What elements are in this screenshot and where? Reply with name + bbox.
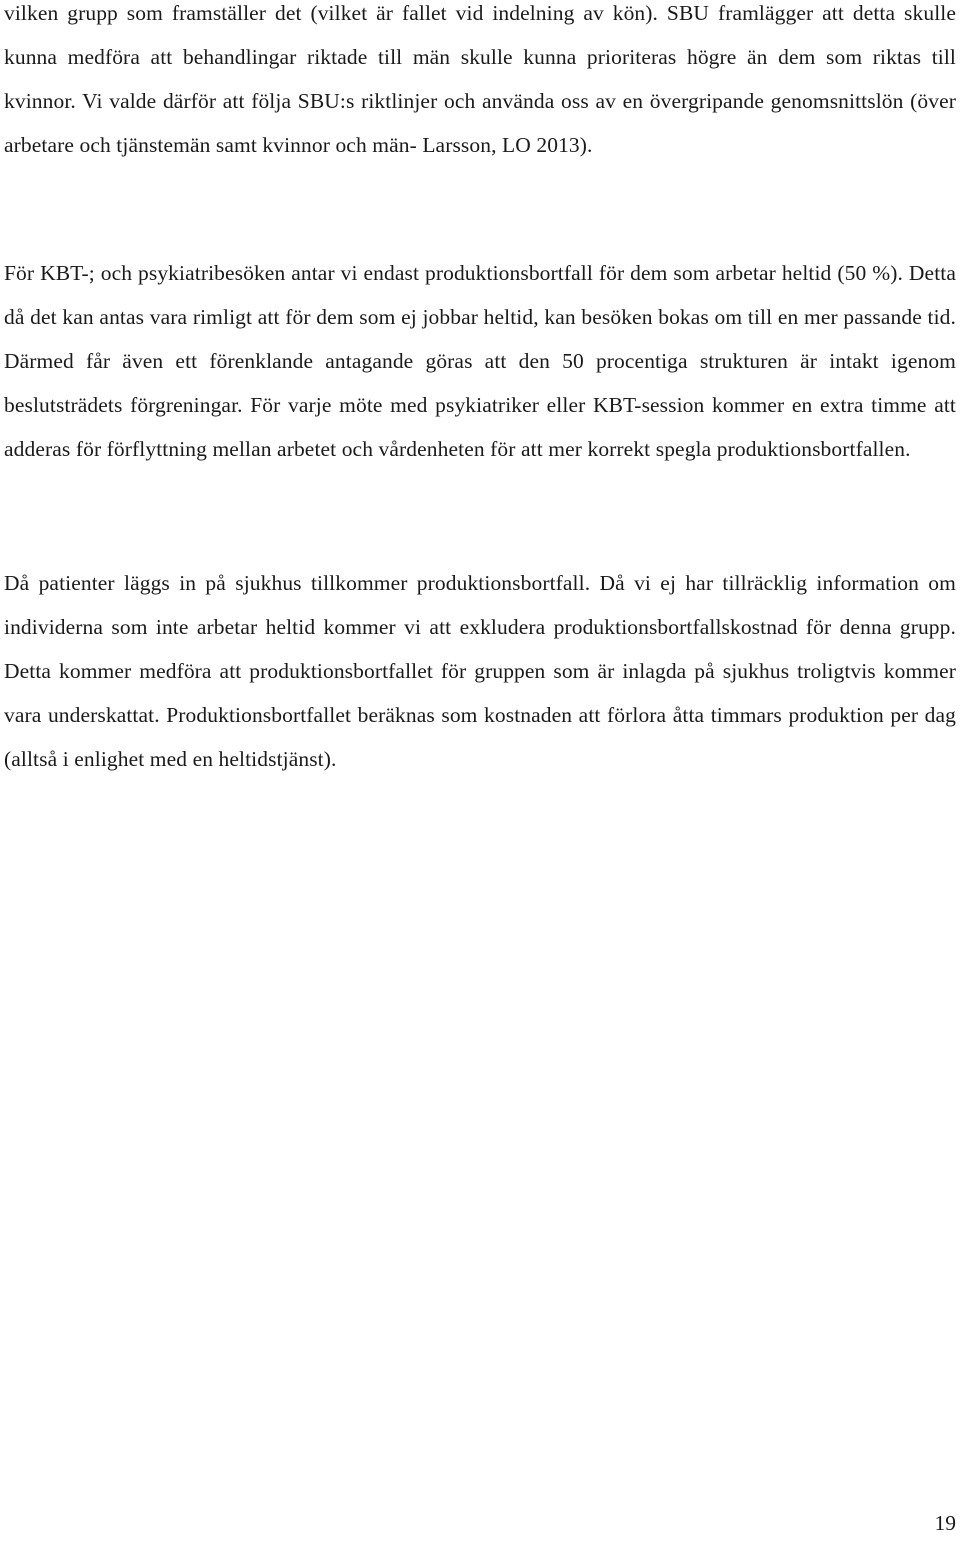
page-number: 19 xyxy=(934,1511,956,1535)
paragraph-production-loss-hospital: Då patienter läggs in på sjukhus tillkommer produktionsbortfall. Då vi ej har tillräcklig information om individerna som inte arbetar heltid kommer vi att exkludera produktionsbortfallskostnad för denna grupp. Detta kommer medföra att produktionsbortfallet för gruppen som är inlagda på sjukhus troligtvis kommer vara underskattat. Produktionsbortfallet beräknas som kostnaden att förlora åtta timmars produktion per dag (alltså i enlighet med en heltidstjänst). xyxy=(4,571,956,771)
paragraph-salary-basis: vilken grupp som framställer det (vilket är fallet vid indelning av kön). SBU framlägger att detta skulle kunna medföra att behandlingar riktade till män skulle kunna prioriteras högre än dem som riktas till kvinnor. Vi valde därför att följa SBU:s riktlinjer och använda oss av en övergripande genomsnittslön (över arbetare och tjänstemän samt kvinnor och män- Larsson, LO 2013). xyxy=(4,1,956,157)
paragraph-production-loss-visits: För KBT-; och psykiatribesöken antar vi endast produktionsbortfall för dem som arbetar heltid (50 %). Detta då det kan antas vara rimligt att för dem som ej jobbar heltid, kan besöken bokas om till en mer passande tid. Därmed får även ett förenklande antagande göras att den 50 procentiga strukturen är intakt igenom beslutsträdets förgreningar. För varje möte med psykiatriker eller KBT-session kommer en extra timme att adderas för förflyttning mellan arbetet och vårdenheten för att mer korrekt spegla produktionsbortfallen. xyxy=(4,261,956,461)
